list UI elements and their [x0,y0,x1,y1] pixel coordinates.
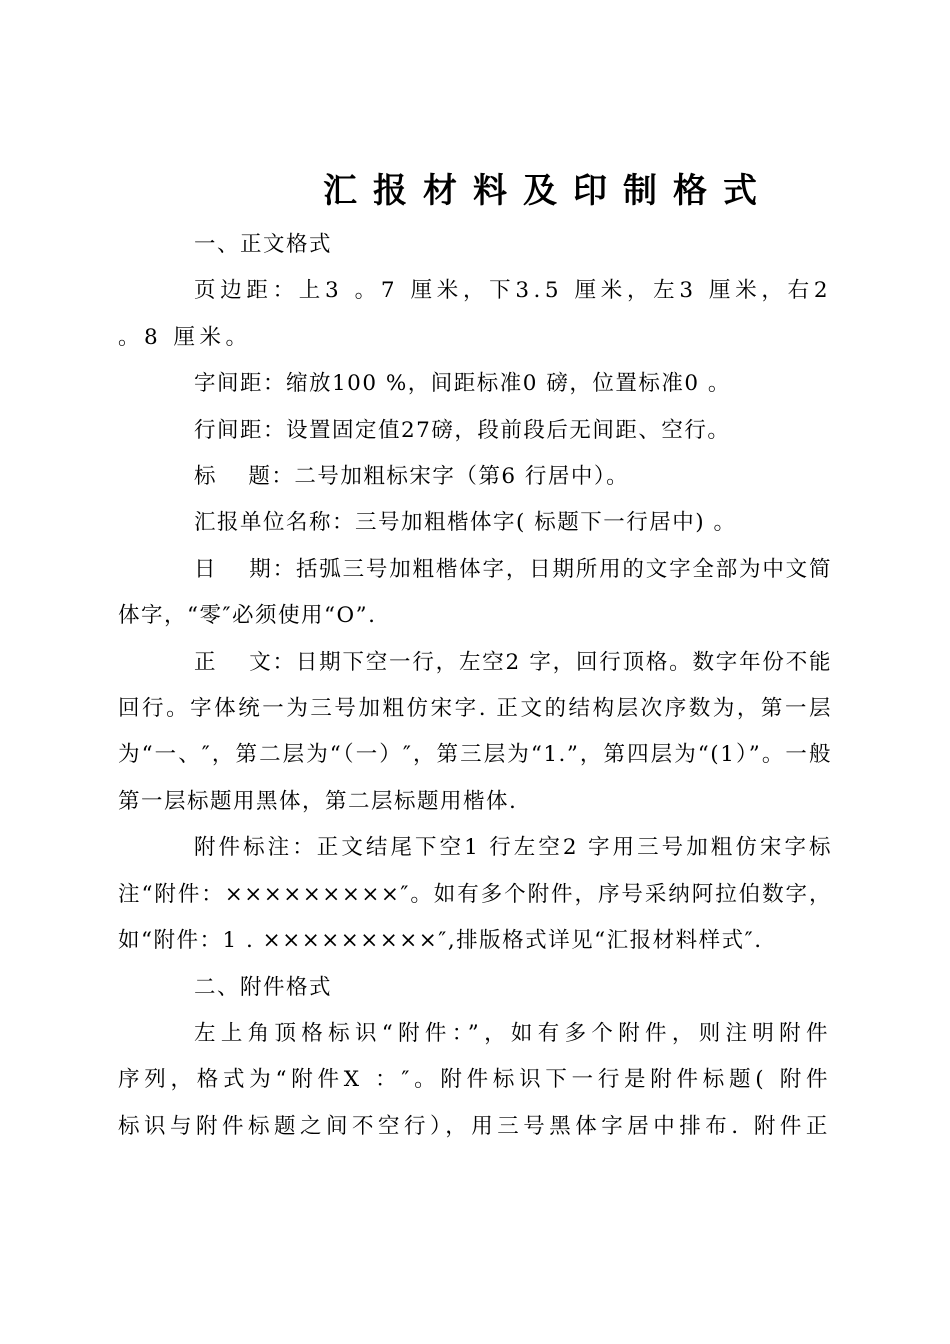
paragraph-date: 日 期：括弧三号加粗楷体字，日期所用的文字全部为中文简体字，“零″必须使用“O”. [118,556,832,629]
paragraph-margins: 页边距：上3 。7 厘米，下3.5 厘米，左3 厘米，右2 。8 厘米。 [118,278,832,350]
document-body [118,222,832,1150]
paragraph-line-spacing: 行间距：设置固定值27磅，段前段后无间距、空行。 [194,417,731,443]
paragraph-title-format: 标 题：二号加粗标宋字（第6 行居中）。 [194,464,630,490]
document-title: 汇报材料及印制格式 [323,171,773,211]
paragraph-char-spacing: 字间距：缩放100 %，间距标准0 磅，位置标准0 。 [194,371,731,397]
section-heading-body-format: 一、正文格式 [194,232,333,257]
section-heading-attachment-format: 二、附件格式 [194,974,333,1000]
paragraph-unit-name: 汇报单位名称：三号加粗楷体字( 标题下一行居中) 。 [194,510,737,536]
paragraph-body-text: 正 文：日期下空一行，左空2 字，回行顶格。数字年份不能回行。字体统一为三号加粗仿宋字. 正文的结构层次序数为，第一层为“一、″，第二层为“（一）″，第三层为“1.”，第四层为“(1）”。一般第一层标题用黑体，第二层标题用楷体. [118,649,832,814]
paragraph-attachment-format: 左上角顶格标识“附件：”，如有多个附件，则注明附件序列，格式为“附件X ：″。附件标识下一行是附件标题( 附件标识与附件标题之间不空行），用三号黑体字居中排布. 附件正 [118,1020,832,1139]
paragraph-attachment-note: 附件标注：正文结尾下空1 行左空2 字用三号加粗仿宋字标注“附件：×××××××××″。如有多个附件，序号采纳阿拉伯数字，如“附件：1 . ×××××××××″,排版格式详见“汇报材料样式″. [118,835,832,954]
